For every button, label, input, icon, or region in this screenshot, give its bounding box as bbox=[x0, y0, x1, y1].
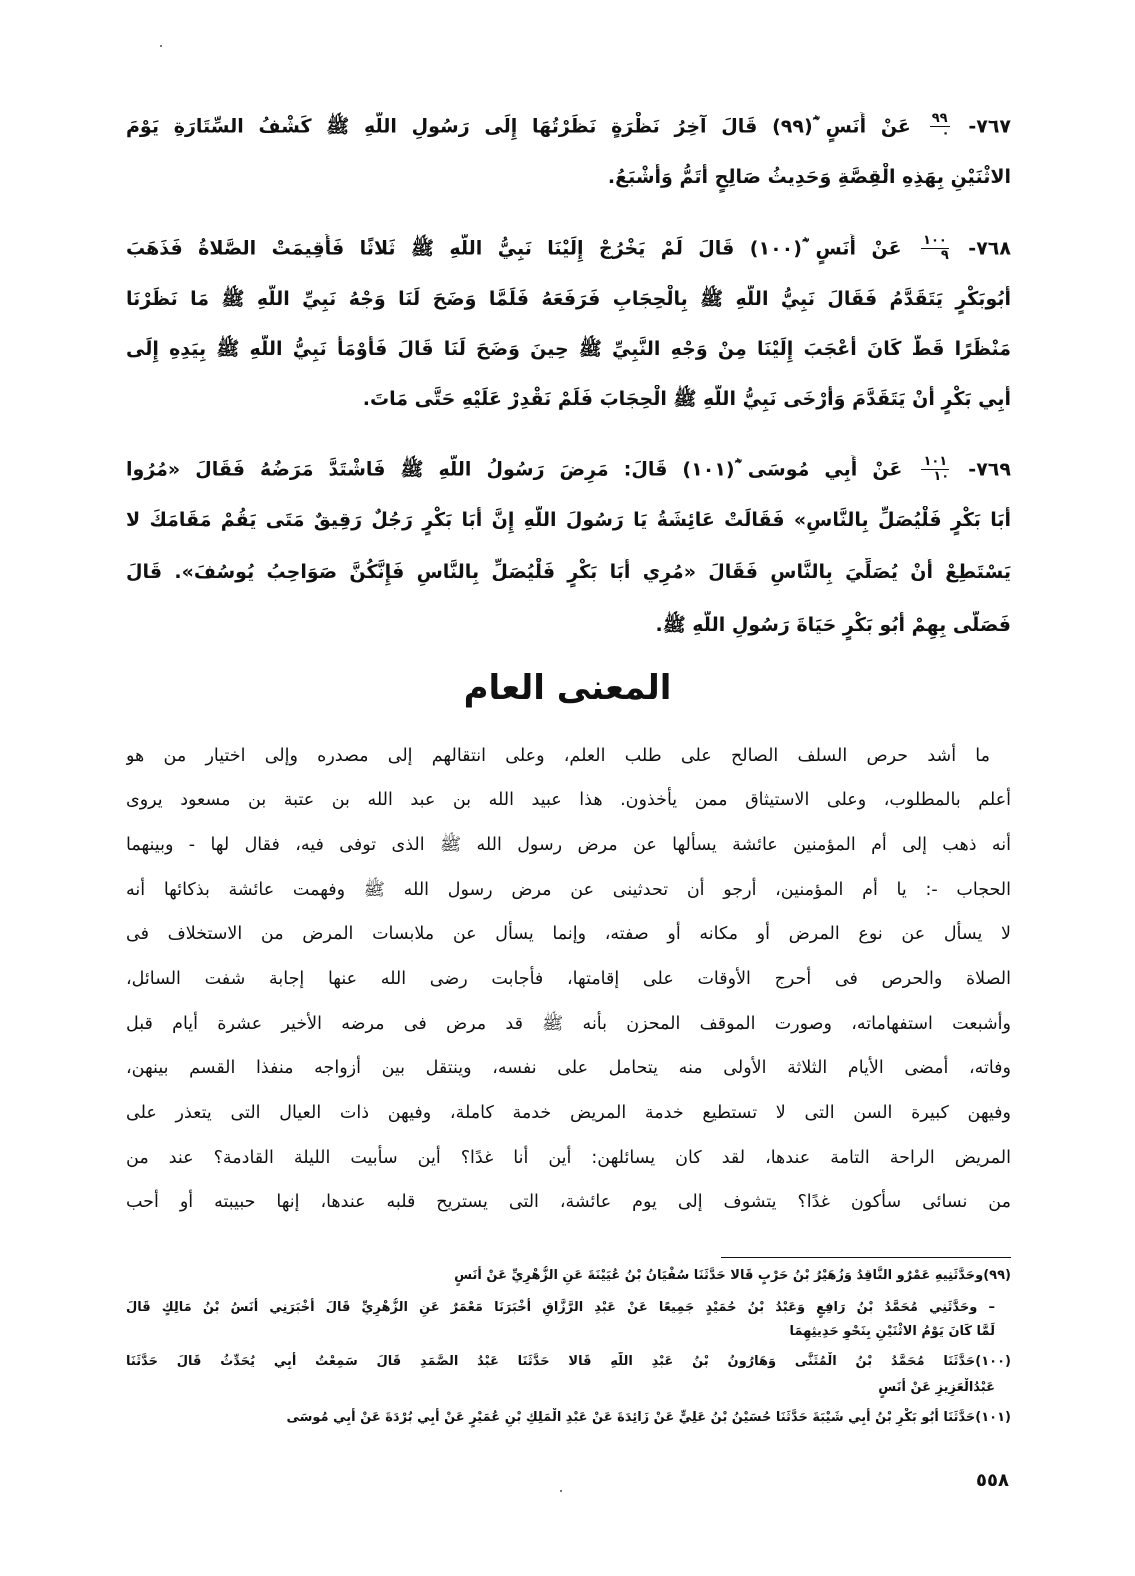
hadith-769-line: فَصَلَّى بِهِمْ أَبُو بَكْرٍ حَيَاةَ رَسُولِ اللَّهِ ﷺ. bbox=[655, 614, 1011, 636]
footnote-line: (٩٩)وحَدَّثَنِيهِ عَمْرٌو النَّاقِدُ وَزُهَيْرُ بْنُ حَرْبٍ قَالا حَدَّثَنَا سُفْيَانُ بْنُ عُيَيْنَةَ عَنِ الزُّهْرِيِّ عَنْ أَنَسٍ bbox=[454, 1268, 1011, 1283]
page-number: ٥٥٨ bbox=[976, 1470, 1009, 1491]
hadith-769-line bbox=[126, 455, 1011, 489]
hadith-768-line: أَبِي بَكْرٍ أَنْ يَتَقَدَّمَ وَأَرْخَى نَبِيُّ اللَّهِ ﷺ الْحِجَابَ فَلَمْ نَقْدِرْ عَلَيْهِ حَتَّى مَاتَ. bbox=[362, 388, 1011, 410]
hadith-768-line: أَبُوبَكْرٍ يَتَقَدَّمُ فَقَالَ نَبِيُّ اللَّهِ ﷺ بِالْحِجَابِ فَرَفَعَهُ فَلَمَّا وَضَحَ لَنَا وَجْهُ نَبِيِّ اللَّهِ ﷺ مَا نَظَرْنَا bbox=[126, 288, 1011, 310]
hadith-text: عَنْ أَنَسٍ ؓ(٩٩) قَالَ آخِرُ نَظْرَةٍ نَظَرْتُهَا إِلَى رَسُولِ اللَّهِ ﷺ كَشْفُ السِّتَارَةِ يَوْمَ bbox=[126, 115, 911, 138]
footnote-line: (١٠١)حَدَّثَنَا أَبُو بَكْرِ بْنُ أَبِي شَيْبَةَ حَدَّثَنَا حُسَيْنُ بْنُ عَلِيٍّ عَنْ زَائِدَةَ عَنْ عَبْدِ الْمَلِكِ بْنِ عُمَيْرٍ عَنْ أَبِي بُرْدَةَ عَنْ أَبِي مُوسَى bbox=[286, 1410, 1011, 1425]
body-line: وأشبعت استفهاماته، وصورت الموقف المحزن بأنه ﷺ قد مرض فى مرضه الأخير عشرة أيام قبل bbox=[126, 1014, 1011, 1034]
body-line: الصلاة والحرص فى أحرج الأوقات على إقامتها، فأجابت رضى الله عنها إجابة شفت السائل، bbox=[126, 969, 1011, 989]
body-line: وفاته، أمضى الأيام الثلاثة الأولى منه يتحامل على نفسه، وينتقل بين أزواجه منفذا القسم بينهن، bbox=[126, 1058, 1011, 1078]
body-line: أنه ذهب إلى أم المؤمنين عائشة يسألها عن مرض رسول الله ﷺ الذى توفى فيه، فقال لها - وبينهما bbox=[126, 835, 1011, 855]
hadith-769-line: أَبَا بَكْرٍ فَلْيُصَلِّ بِالنَّاسِ» فَقَالَتْ عَائِشَةُ يَا رَسُولَ اللَّهِ إِنَّ أَبَا بَكْرٍ رَجُلٌ رَقِيقٌ مَتَى يَقُمْ مَقَامَكَ لا bbox=[126, 509, 1011, 531]
footnote-divider bbox=[721, 1257, 1011, 1258]
footnote-line: لَمَّا كَانَ يَوْمُ الاثْنَيْنِ بِنَحْوِ حَدِيثِهِمَا bbox=[789, 1324, 995, 1339]
hadith-fraction: $\frac{١٠١}{١٠}$ bbox=[923, 455, 950, 485]
section-title: المعنى العام bbox=[463, 668, 672, 708]
scan-speck bbox=[160, 45, 162, 47]
body-line: ما أشد حرص السلف الصالح على طلب العلم، وعلى انتقالهم إلى مصدره وإلى اختيار من هو bbox=[126, 746, 990, 766]
hadith-number: ٧٦٧- bbox=[968, 115, 1011, 138]
hadith-767-line bbox=[126, 112, 1011, 146]
body-line: أعلم بالمطلوب، وعلى الاستيثاق ممن يأخذون. هذا عبيد الله بن عبد الله بن عتبة بن مسعود يروى bbox=[126, 790, 1011, 810]
body-line: المريض الراحة التامة عندها، لقد كان يسائلهن: أين أنا غدًا؟ أين سأبيت الليلة القادمة؟ عند من bbox=[126, 1148, 1011, 1168]
hadith-fraction: $\frac{١٠٠}{٩}$ bbox=[923, 234, 949, 264]
hadith-769-line: يَسْتَطِعْ أَنْ يُصَلِّيَ بِالنَّاسِ فَقَالَ «مُرِي أَبَا بَكْرٍ فَلْيُصَلِّ بِالنَّاسِ فَإِنَّكُنَّ صَوَاحِبُ يُوسُفَ». قَالَ bbox=[126, 561, 1011, 583]
scan-speck bbox=[560, 1490, 562, 1492]
hadith-768-line: مَنْظَرًا قَطُّ كَانَ أَعْجَبَ إِلَيْنَا مِنْ وَجْهِ النَّبِيِّ ﷺ حِينَ وَضَحَ لَنَا قَالَ فَأَوْمَأَ نَبِيُّ اللَّهِ ﷺ بِيَدِهِ إِلَى bbox=[126, 338, 1011, 360]
body-line: من نسائى سأكون غدًا؟ يتشوف إلى يوم عائشة، التى يستريح قلبه عندها، إنها حبيبته أو أحب bbox=[126, 1192, 1011, 1212]
hadith-767-line: الاثْنَيْنِ بِهَذِهِ الْقِصَّةِ وَحَدِيثُ صَالِحٍ أَتَمُّ وَأَشْبَعُ. bbox=[607, 166, 1011, 188]
hadith-text: عَنْ أَبِي مُوسَى ؓ(١٠١) قَالَ: مَرِضَ رَسُولُ اللَّهِ ﷺ فَاشْتَدَّ مَرَضُهُ فَقَالَ «مُرُوا bbox=[126, 458, 903, 481]
body-line: لا يسأل عن نوع المرض أو مكانه أو صفته، وإنما يسأل عن ملابسات المرض من الاستخلاف فى bbox=[126, 924, 1011, 944]
body-line: الحجاب -: يا أم المؤمنين، أرجو أن تحدثينى عن مرض رسول الله ﷺ وفهمت عائشة بذكائها أنه bbox=[126, 880, 1011, 900]
hadith-fraction: $\frac{٩٩}{٠}$ bbox=[931, 112, 950, 142]
hadith-number: ٧٦٨- bbox=[968, 237, 1011, 260]
footnote-line: – وحَدَّثَنِي مُحَمَّدُ بْنُ رَافِعٍ وَعَبْدُ بْنُ حُمَيْدٍ جَمِيعًا عَنْ عَبْدِ الرَّزَّاقِ أَخْبَرَنَا مَعْمَرٌ عَنِ الزُّهْرِيِّ قَالَ أَخْبَرَنِي أَنَسُ بْنُ مَالِكٍ قَالَ bbox=[126, 1300, 995, 1315]
body-line: وفيهن كبيرة السن التى لا تستطيع خدمة المريض خدمة كاملة، وفيهن ذات العيال التى يتعذر على bbox=[126, 1103, 1011, 1123]
hadith-text: عَنْ أَنَسٍ ؓ(١٠٠) قَالَ لَمْ يَخْرُجْ إِلَيْنَا نَبِيُّ اللَّهِ ﷺ ثَلاثًا فَأُقِيمَتْ الصَّلاةُ فَذَهَبَ bbox=[126, 237, 902, 260]
hadith-768-line bbox=[126, 234, 1011, 268]
footnote-line: عَبْدُالْعَزِيزِ عَنْ أَنَسٍ bbox=[878, 1380, 995, 1395]
hadith-number: ٧٦٩- bbox=[968, 458, 1011, 481]
footnote-line: (١٠٠)حَدَّثَنَا مُحَمَّدُ بْنُ الْمُثَنَّى وَهَارُونُ بْنُ عَبْدِ اللَّهِ قَالا حَدَّثَنَا عَبْدُ الصَّمَدِ قَالَ سَمِعْتُ أَبِي يُحَدِّثُ قَالَ حَدَّثَنَا bbox=[126, 1354, 1011, 1369]
